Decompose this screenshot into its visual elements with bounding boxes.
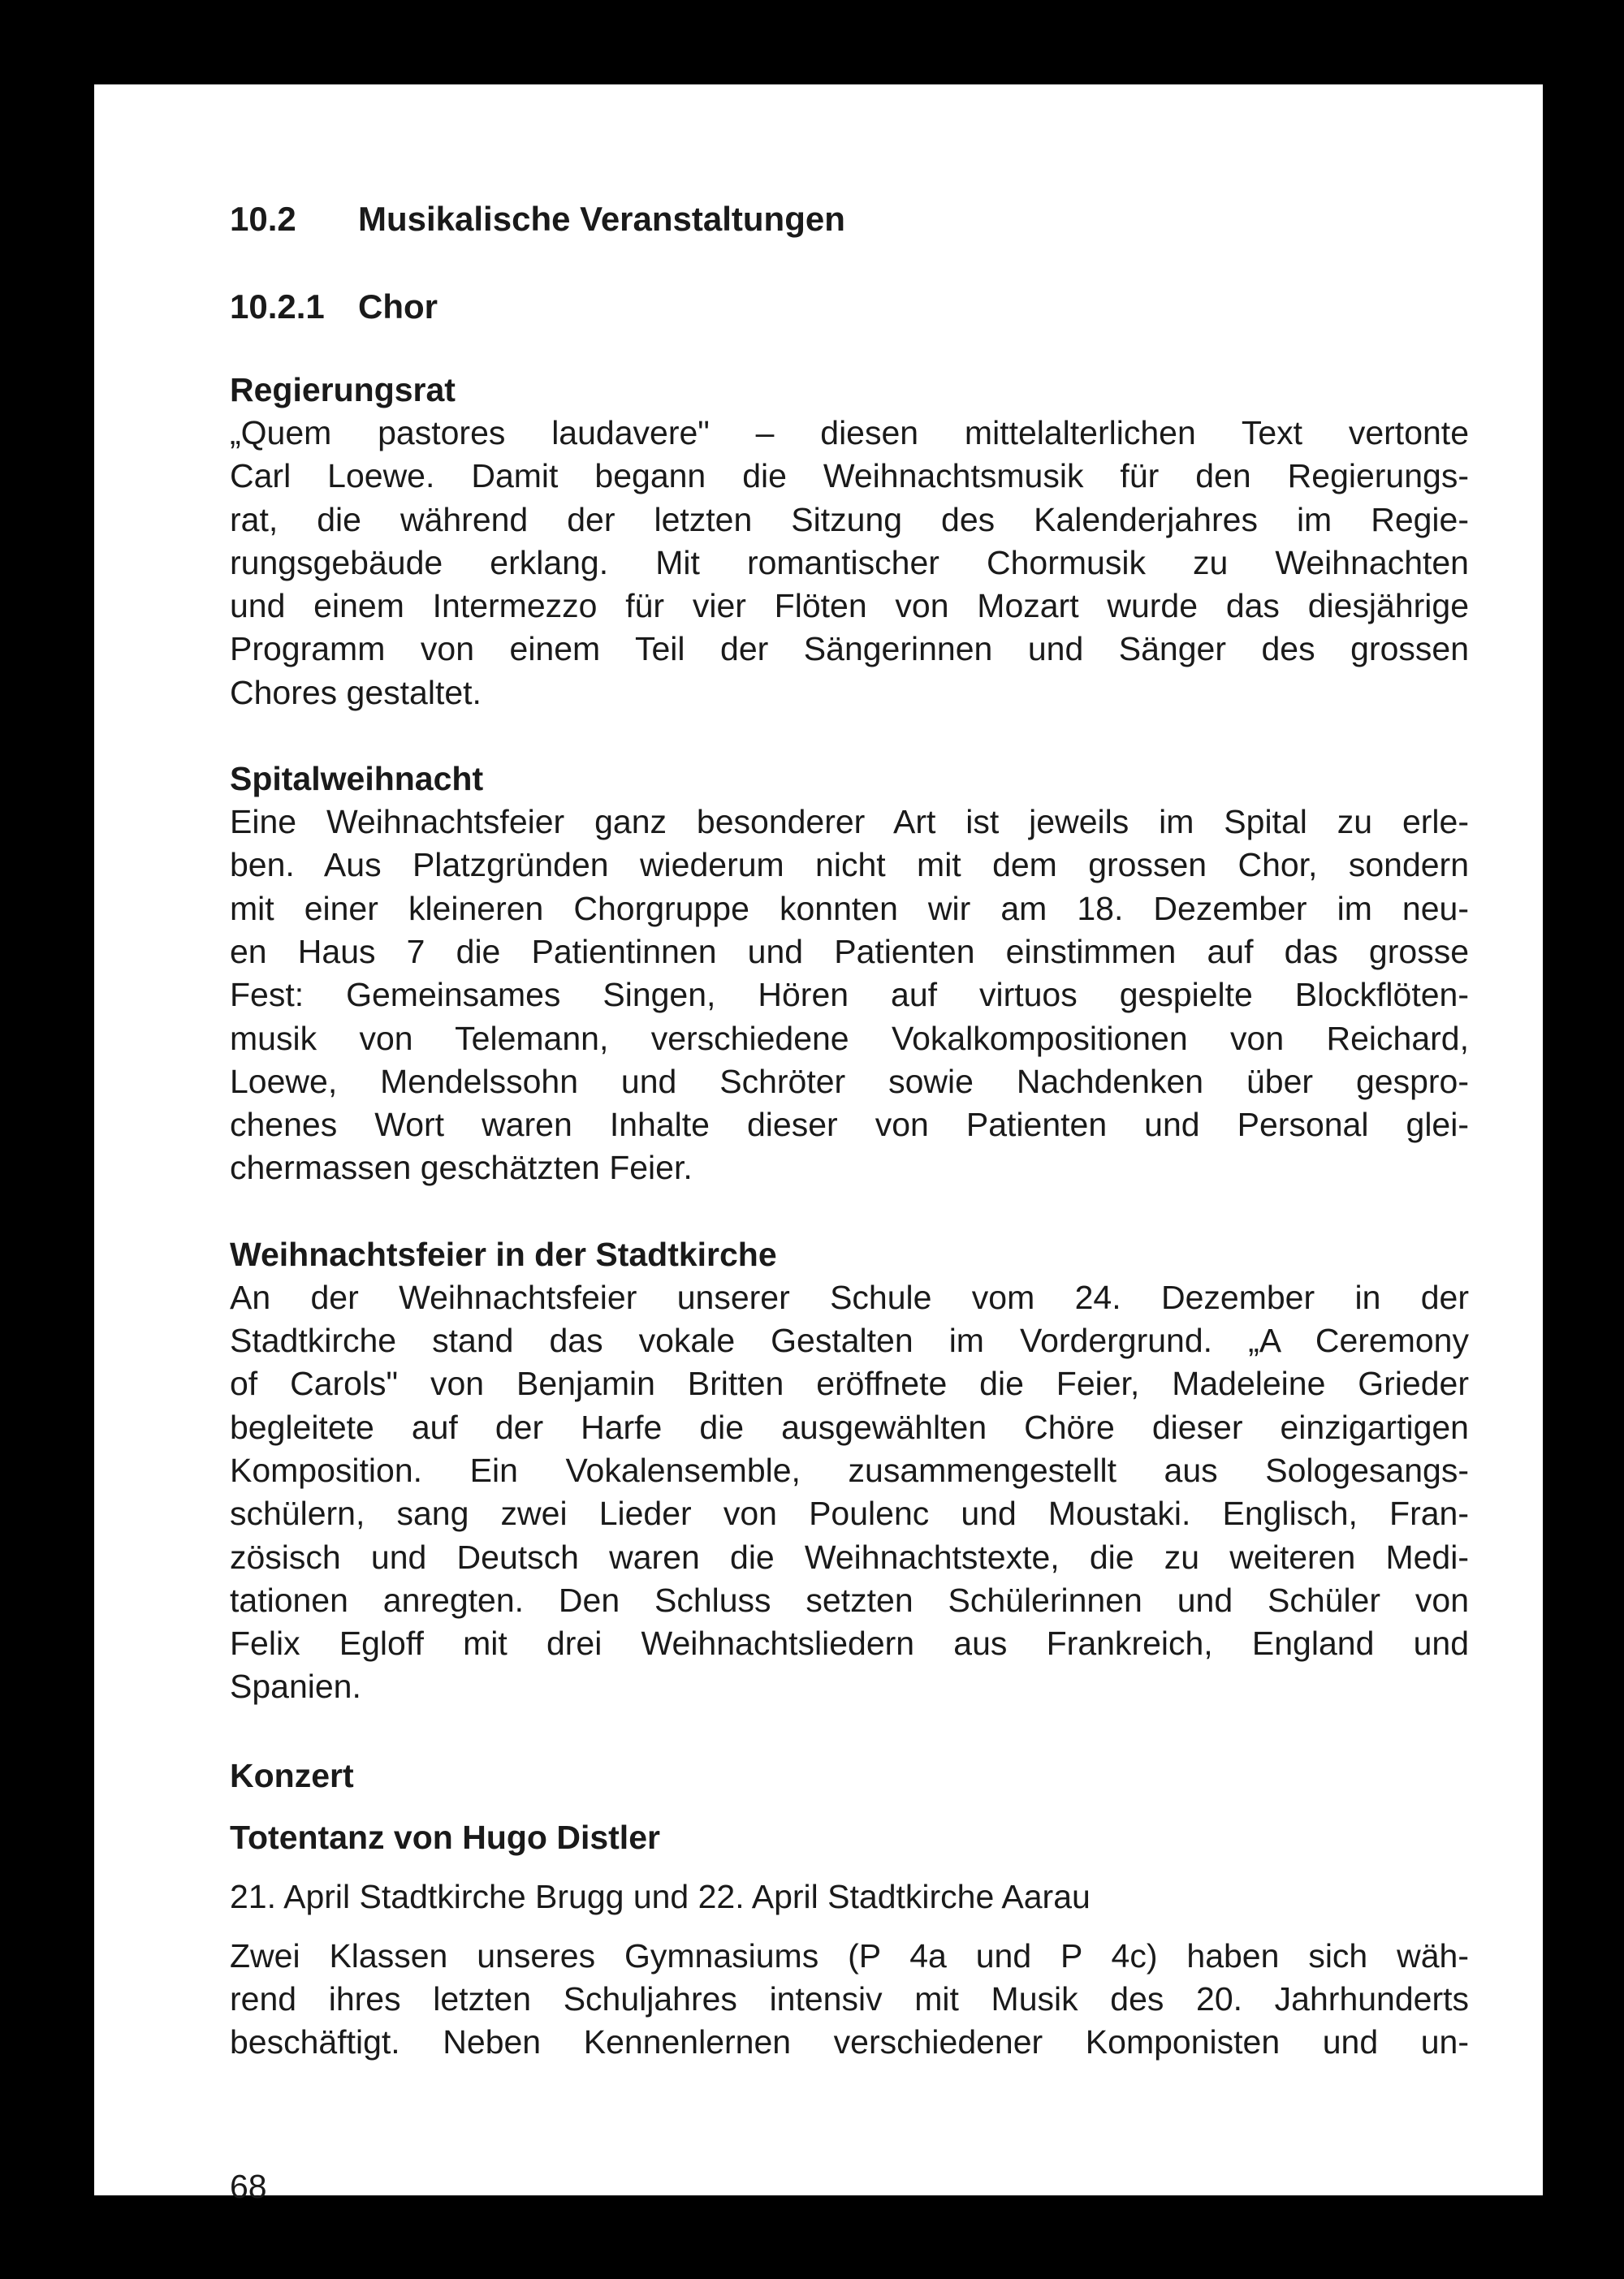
paragraph-spitalweihnacht (230, 801, 1469, 1190)
text-line: zösisch und Deutsch waren die Weihnachtstexte, die zu weiteren Medi- (230, 1538, 1469, 1576)
text-line: ben. Aus Platzgründen wiederum nicht mit dem grossen Chor, sondern (230, 846, 1469, 884)
block-title-totentanz: Totentanz von Hugo Distler (230, 1818, 660, 1856)
document-page (94, 84, 1543, 2205)
page-content (230, 198, 1469, 2065)
text-line: Spanien. (230, 1668, 361, 1706)
text-line: rend ihres letzten Schuljahres intensiv mit Musik des 20. Jahrhunderts (230, 1980, 1469, 2018)
text-line: begleitete auf der Harfe die ausgewählten Chöre dieser einzigartigen (230, 1408, 1469, 1446)
subsection-heading (230, 286, 1469, 328)
page-number: 68 (230, 2168, 267, 2205)
text-line: mit einer kleineren Chorgruppe konnten wir am 18. Dezember im neu- (230, 889, 1469, 927)
subsection-number: 10.2.1 (230, 287, 325, 326)
block-title-regierungsrat: Regierungsrat (230, 371, 456, 408)
text-line: Programm von einem Teil der Sängerinnen und Sänger des grossen (230, 630, 1469, 668)
text-line: en Haus 7 die Patientinnen und Patienten einstimmen auf das grosse (230, 932, 1469, 970)
text-line: musik von Telemann, verschiedene Vokalkompositionen von Reichard, (230, 1019, 1469, 1057)
text-line: Carl Loewe. Damit begann die Weihnachtsmusik für den Regierungs- (230, 457, 1469, 495)
paragraph-stadtkirche (230, 1276, 1469, 1709)
block-stadtkirche (230, 1233, 1469, 1709)
text-line: rungsgebäude erklang. Mit romantischer Chormusik zu Weihnachten (230, 543, 1469, 581)
text-line: Felix Egloff mit drei Weihnachtsliedern aus Frankreich, England und (230, 1625, 1469, 1663)
block-title-stadtkirche: Weihnachtsfeier in der Stadtkirche (230, 1235, 777, 1273)
subsection-title: Chor (358, 287, 438, 326)
text-line: und einem Intermezzo für vier Flöten von Mozart wurde das diesjährige (230, 587, 1469, 625)
paragraph-totentanz (230, 1935, 1469, 2065)
section-heading (230, 198, 1469, 240)
text-line: Loewe, Mendelssohn und Schröter sowie Nachdenken über gespro- (230, 1062, 1469, 1100)
text-line: Fest: Gemeinsames Singen, Hören auf virtuos gespielte Blockflöten- (230, 976, 1469, 1014)
text-line: Eine Weihnachtsfeier ganz besonderer Art ist jeweils im Spital zu erle- (230, 803, 1469, 841)
text-line: tationen anregten. Den Schluss setzten Schülerinnen und Schüler von (230, 1581, 1469, 1619)
text-line: Stadtkirche stand das vokale Gestalten im Vordergrund. „A Ceremony (230, 1322, 1469, 1360)
text-line: rat, die während der letzten Sitzung des Kalenderjahres im Regie- (230, 500, 1469, 538)
text-line: „Quem pastores laudavere" – diesen mittelalterlichen Text vertonte (230, 414, 1469, 451)
block-title-konzert: Konzert (230, 1756, 354, 1794)
text-line: Komposition. Ein Vokalensemble, zusammengestellt aus Sologesangs- (230, 1451, 1469, 1489)
block-title-spitalweihnacht: Spitalweihnacht (230, 760, 484, 798)
block-spitalweihnacht (230, 758, 1469, 1190)
block-regierungsrat (230, 369, 1469, 714)
text-line: chermassen geschätzten Feier. (230, 1149, 693, 1187)
text-line: chenes Wort waren Inhalte dieser von Patienten und Personal glei- (230, 1106, 1469, 1144)
concert-dates: 21. April Stadtkirche Brugg und 22. April Stadtkirche Aarau (230, 1877, 1091, 1915)
section-title: Musikalische Veranstaltungen (358, 200, 845, 238)
text-line: beschäftigt. Neben Kennenlernen verschiedener Komponisten und un- (230, 2023, 1469, 2061)
section-number: 10.2 (230, 200, 296, 238)
text-line: Zwei Klassen unseres Gymnasiums (P 4a und P 4c) haben sich wäh- (230, 1936, 1469, 1975)
text-line: schülern, sang zwei Lieder von Poulenc und Moustaki. Englisch, Fran- (230, 1495, 1469, 1533)
text-line: of Carols" von Benjamin Britten eröffnete die Feier, Madeleine Grieder (230, 1365, 1469, 1403)
block-totentanz (230, 1816, 1469, 2065)
text-line: An der Weihnachtsfeier unserer Schule vom 24. Dezember in der (230, 1278, 1469, 1316)
text-line: Chores gestaltet. (230, 673, 482, 711)
paragraph-regierungsrat (230, 412, 1469, 714)
